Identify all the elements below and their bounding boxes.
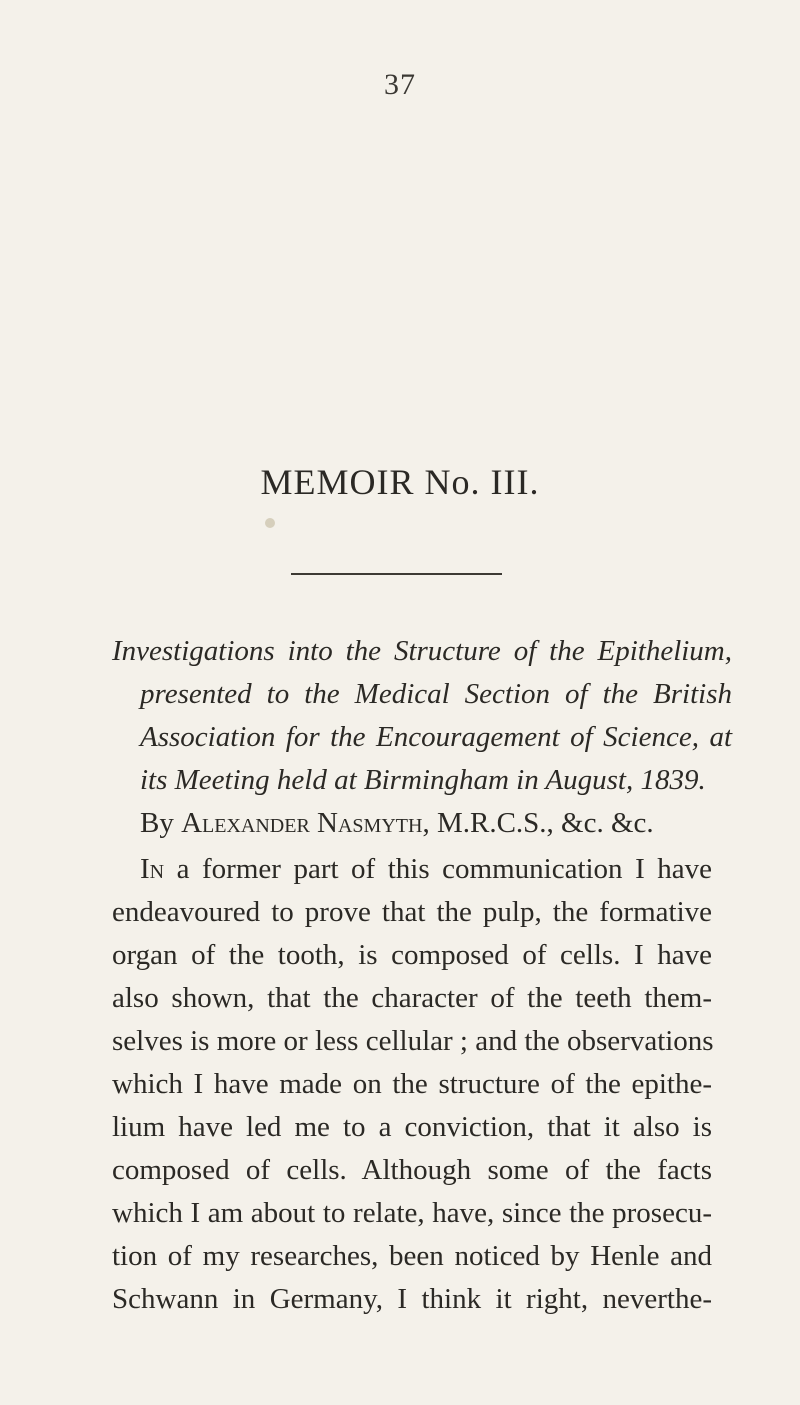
memoir-heading <box>112 630 732 845</box>
body-line: which I am about to relate, have, since the prosecu- <box>112 1197 712 1229</box>
page-number: 37 <box>384 68 416 101</box>
body-line: also shown, that the character of the teeth them- <box>112 982 712 1014</box>
body-line: composed of cells. Although some of the facts <box>112 1154 712 1186</box>
heading-line: Investigations into the Structure of the Epithelium, <box>112 635 732 667</box>
body-text <box>112 848 712 1321</box>
body-line: selves is more or less cellular ; and the observations <box>112 1025 714 1057</box>
byline-suffix: , M.R.C.S., &c. &c. <box>422 807 654 839</box>
byline-prefix: By <box>140 807 182 839</box>
heading-line: Association for the Encouragement of Science, at <box>140 721 732 753</box>
heading-line: presented to the Medical Section of the British <box>140 678 732 710</box>
body-line: endeavoured to prove that the pulp, the formative <box>112 896 712 928</box>
author-name: Alexander Nasmyth <box>181 807 423 839</box>
body-line: which I have made on the structure of the epithe- <box>112 1068 712 1100</box>
body-line-text: a former part of this communication I have <box>164 853 712 885</box>
body-line: Schwann in Germany, I think it right, neverthe- <box>112 1283 712 1315</box>
body-line <box>112 848 712 891</box>
memoir-title: MEMOIR No. III. <box>260 462 540 502</box>
opening-word: In <box>140 853 165 885</box>
body-line: organ of the tooth, is composed of cells. I have <box>112 939 712 971</box>
title-rule <box>291 573 502 575</box>
body-line: tion of my researches, been noticed by Henle and <box>112 1240 712 1272</box>
byline <box>112 802 732 845</box>
body-line: lium have led me to a conviction, that it also is <box>112 1111 712 1143</box>
ink-blemish <box>265 518 275 528</box>
heading-line: its Meeting held at Birmingham in August, 1839. <box>140 764 706 796</box>
